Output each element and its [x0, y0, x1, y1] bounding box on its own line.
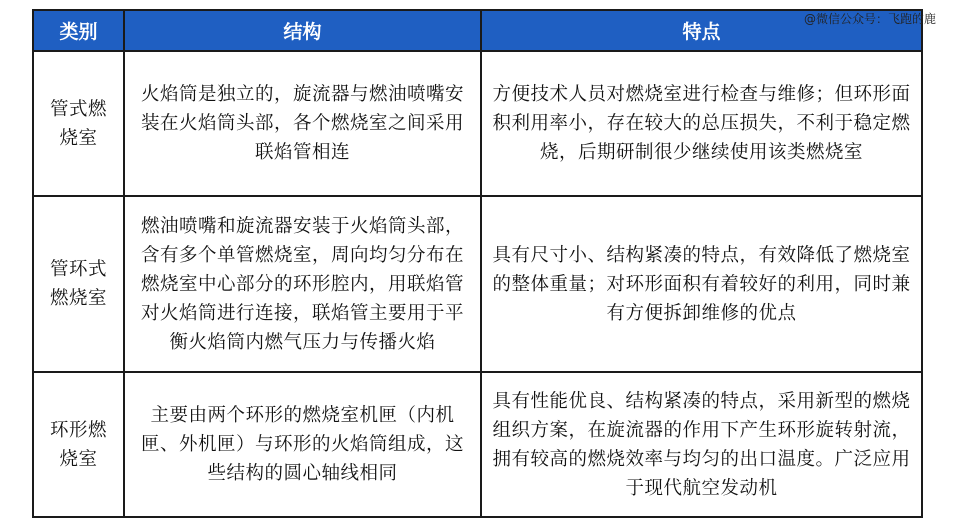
combustor-comparison-table	[32, 9, 923, 518]
table-header-row	[33, 10, 922, 51]
category-cell: 环形燃烧室	[33, 372, 124, 517]
table-row	[33, 51, 922, 196]
table-row	[33, 196, 922, 372]
features-cell: 具有尺寸小、结构紧凑的特点，有效降低了燃烧室的整体重量；对环形面积有着较好的利用，同时兼有方便拆卸维修的优点	[481, 196, 922, 372]
features-cell: 具有性能优良、结构紧凑的特点，采用新型的燃烧组织方案，在旋流器的作用下产生环形旋转射流，拥有较高的燃烧效率与均匀的出口温度。广泛应用于现代航空发动机	[481, 372, 922, 517]
features-cell: 方便技术人员对燃烧室进行检查与维修；但环形面积利用率小，存在较大的总压损失，不利于稳定燃烧，后期研制很少继续使用该类燃烧室	[481, 51, 922, 196]
category-cell: 管环式燃烧室	[33, 196, 124, 372]
header-category: 类别	[33, 10, 124, 51]
watermark-text: @微信公众号：飞跑的鹿	[803, 12, 936, 26]
structure-cell: 燃油喷嘴和旋流器安装于火焰筒头部，含有多个单管燃烧室，周向均匀分布在燃烧室中心部分的环形腔内，用联焰管对火焰筒进行连接，联焰管主要用于平衡火焰筒内燃气压力与传播火焰	[124, 196, 481, 372]
header-structure: 结构	[124, 10, 481, 51]
table-row	[33, 372, 922, 517]
category-cell: 管式燃烧室	[33, 51, 124, 196]
header-features: 特点	[481, 10, 922, 51]
structure-cell: 火焰筒是独立的，旋流器与燃油喷嘴安装在火焰筒头部，各个燃烧室之间采用联焰管相连	[124, 51, 481, 196]
structure-cell: 主要由两个环形的燃烧室机匣（内机匣、外机匣）与环形的火焰筒组成，这些结构的圆心轴线相同	[124, 372, 481, 517]
